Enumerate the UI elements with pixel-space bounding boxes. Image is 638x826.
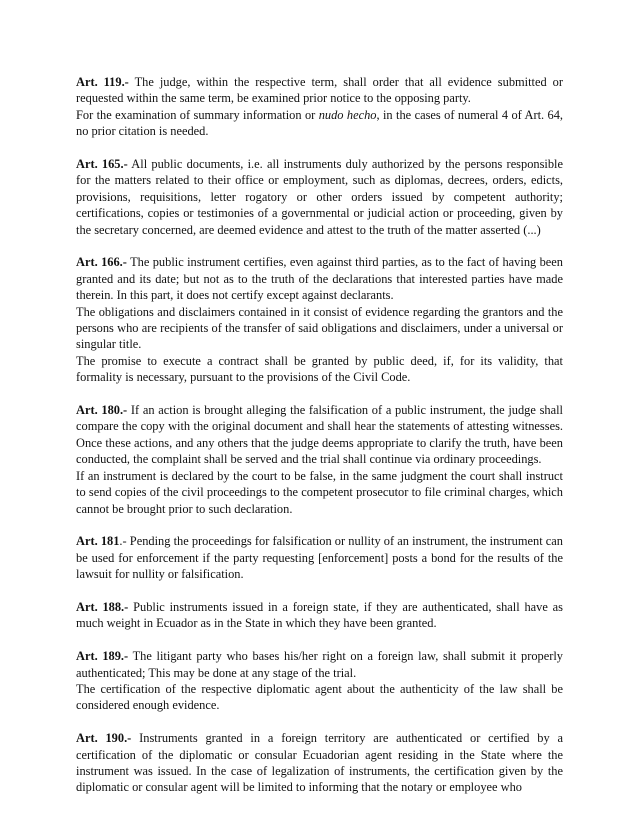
article-label: Art. 181 xyxy=(76,534,120,549)
paragraph-text: Instruments granted in a foreign territory are authenticated or certified by a certification of the diplomatic or consular Ecuadorian agent residing in the State where the instrument was issued. In the case of legalization of instruments, the certification given by the diplomatic or consular agent will be limited to informing that the notary or employee who xyxy=(76,731,563,795)
paragraph-text: The certification of the respective diplomatic agent about the authenticity of the law shall be considered enough evidence. xyxy=(76,681,563,713)
paragraph xyxy=(76,599,563,632)
paragraph-text: The promise to execute a contract shall be granted by public deed, if, for its validity, that formality is necessary, pursuant to the provisions of the Civil Code. xyxy=(76,353,563,385)
article-label: Art. 165.- xyxy=(76,157,128,172)
paragraph-text: .- Pending the proceedings for falsification or nullity of an instrument, the instrument can be used for enforcement if the party requesting [enforcement] posts a bond for the results of the lawsuit for nullity or falsification. xyxy=(76,534,564,582)
paragraph-text: If an action is brought alleging the falsification of a public instrument, the judge shall compare the copy with the original document and shall hear the statements of attesting witnesses. Once these actions, and any others that the judge deems appropriate to clarify the truth, have been conducted, the complaint shall be served and the trial shall continue via ordinary proceedings. xyxy=(76,403,563,467)
paragraph xyxy=(76,681,563,714)
paragraph-text: , in the cases of numeral 4 of Art. 64, no prior citation is needed. xyxy=(76,107,564,139)
paragraph xyxy=(76,304,563,353)
paragraph-text: The judge, within the respective term, shall order that all evidence submitted or requested within the same term, be examined prior notice to the opposing party. xyxy=(76,75,563,106)
article-label: Art. 188.- xyxy=(76,599,129,614)
article-181 xyxy=(76,533,563,582)
paragraph-text: For the examination of summary information or xyxy=(76,107,319,122)
article-189 xyxy=(76,648,563,714)
paragraph-text: Public instruments issued in a foreign state, if they are authenticated, shall have as much weight in Ecuador as in the State in which they have been granted. xyxy=(76,599,563,631)
article-label: Art. 190.- xyxy=(76,731,132,746)
paragraph xyxy=(76,74,563,107)
paragraph-text: The obligations and disclaimers contained in it consist of evidence regarding the grantors and the persons who are recipients of the transfer of said obligations and disclaimers, under a universal or singular title. xyxy=(76,304,563,352)
article-190 xyxy=(76,730,563,796)
paragraph xyxy=(76,533,563,582)
paragraph xyxy=(76,730,563,796)
paragraph-text: The public instrument certifies, even against third parties, as to the fact of having been granted and its date; but not as to the truth of the declarations that interested parties have made therein. In this part, it does not certify except against declarants. xyxy=(76,255,564,303)
article-165 xyxy=(76,156,563,238)
paragraph xyxy=(76,156,563,238)
article-180 xyxy=(76,402,563,517)
article-label: Art. 119.- xyxy=(76,75,129,89)
article-label: Art. 180.- xyxy=(76,403,128,418)
italic-term: nudo hecho xyxy=(318,107,377,122)
paragraph xyxy=(76,402,563,468)
paragraph-text: All public documents, i.e. all instruments duly authorized by the persons responsible for the matters related to their office or employment, such as diplomas, decrees, orders, edicts, provisions, requisitions, letter rogatory or other orders issued by competent authority; certifications, copies or testimonies of a governmental or judicial action or proceeding, given by the secretary concerned, are deemed evidence and attest to the truth of the matter asserted (...) xyxy=(76,157,563,237)
article-label: Art. 166.- xyxy=(76,255,127,270)
paragraph-text: If an instrument is declared by the court to be false, in the same judgment the court shall instruct to send copies of the civil proceedings to the competent prosecutor to file criminal charges, which cannot be brought prior to such declaration. xyxy=(76,468,563,516)
paragraph xyxy=(76,468,563,517)
document-body xyxy=(76,74,563,812)
paragraph xyxy=(76,353,563,386)
article-119 xyxy=(76,74,563,140)
paragraph xyxy=(76,254,563,303)
article-label: Art. 189.- xyxy=(76,649,129,664)
article-188 xyxy=(76,599,563,632)
paragraph xyxy=(76,107,563,140)
paragraph-text: The litigant party who bases his/her right on a foreign law, shall submit it properly authenticated; This may be done at any stage of the trial. xyxy=(76,649,563,680)
article-166 xyxy=(76,254,563,385)
paragraph xyxy=(76,648,563,681)
